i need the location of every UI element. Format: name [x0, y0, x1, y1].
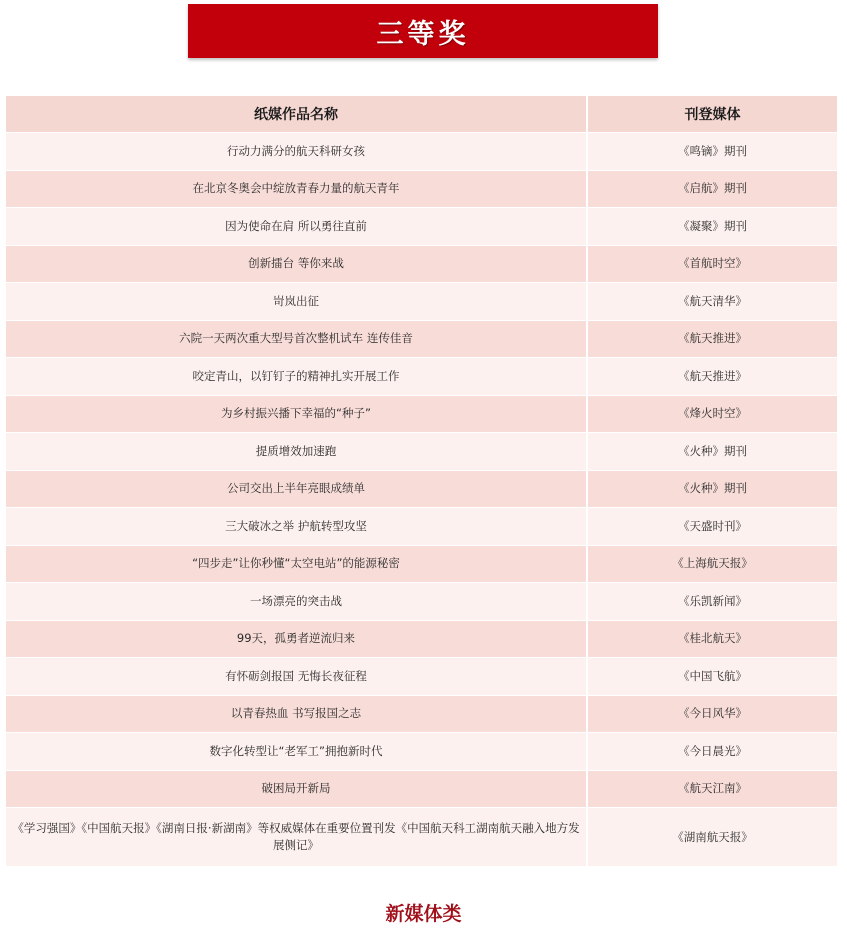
- table-row: [6, 770, 837, 808]
- table-row: [6, 507, 837, 545]
- work-title: 在北京冬奥会中绽放青春力量的航天青年: [6, 170, 588, 208]
- table-row: [6, 545, 837, 583]
- table-row: [6, 732, 837, 770]
- table-row: [6, 245, 837, 283]
- work-title: 行动力满分的航天科研女孩: [6, 132, 588, 170]
- table-header-row: [6, 96, 837, 132]
- table-row: [6, 620, 837, 658]
- work-title: “四步走”让你秒懂“太空电站”的能源秘密: [6, 545, 588, 583]
- table-row: [6, 470, 837, 508]
- work-title: 六院一天两次重大型号首次整机试车 连传佳音: [6, 320, 588, 358]
- work-title: 99天，孤勇者逆流归来: [6, 620, 588, 658]
- table-row: [6, 320, 837, 358]
- table-row: [6, 170, 837, 208]
- media-name: 《桂北航天》: [588, 620, 837, 658]
- media-name: 《航天推进》: [588, 357, 837, 395]
- media-name: 《航天推进》: [588, 320, 837, 358]
- media-name: 《中国飞航》: [588, 657, 837, 695]
- table-row: [6, 282, 837, 320]
- media-name: 《凝聚》期刊: [588, 207, 837, 245]
- new-media-section-title: 新媒体类: [385, 903, 462, 925]
- media-name: 《航天清华》: [588, 282, 837, 320]
- work-title: 咬定青山，以钉钉子的精神扎实开展工作: [6, 357, 588, 395]
- media-name: 《鸣镝》期刊: [588, 132, 837, 170]
- media-name: 《火种》期刊: [588, 432, 837, 470]
- award-level-title: 三等奖: [376, 18, 470, 50]
- media-name: 《上海航天报》: [588, 545, 837, 583]
- work-title: 有怀砺剑报国 无悔长夜征程: [6, 657, 588, 695]
- work-title: 破困局开新局: [6, 770, 588, 808]
- media-name: 《启航》期刊: [588, 170, 837, 208]
- table-row: [6, 132, 837, 170]
- table-row: [6, 357, 837, 395]
- table-row: [6, 395, 837, 433]
- media-name: 《火种》期刊: [588, 470, 837, 508]
- table-row: [6, 432, 837, 470]
- table-row: [6, 657, 837, 695]
- work-title: 三大破冰之举 护航转型攻坚: [6, 507, 588, 545]
- work-title: 数字化转型让“老军工”拥抱新时代: [6, 732, 588, 770]
- award-table: [6, 96, 837, 866]
- media-name: 《湖南航天报》: [588, 807, 837, 866]
- work-title: 岢岚出征: [6, 282, 588, 320]
- work-title: 《学习强国》《中国航天报》《湖南日报·新湖南》等权威媒体在重要位置刊发《中国航天科工湖南航天融入地方发展侧记》: [6, 807, 588, 866]
- header-media: 刊登媒体: [588, 96, 837, 132]
- table-row: [6, 695, 837, 733]
- media-name: 《今日晨光》: [588, 732, 837, 770]
- media-name: 《首航时空》: [588, 245, 837, 283]
- award-banner: [188, 4, 658, 58]
- media-name: 《烽火时空》: [588, 395, 837, 433]
- table-row: [6, 582, 837, 620]
- work-title: 创新擂台 等你来战: [6, 245, 588, 283]
- work-title: 提质增效加速跑: [6, 432, 588, 470]
- media-name: 《乐凯新闻》: [588, 582, 837, 620]
- table-row: [6, 807, 837, 866]
- media-name: 《航天江南》: [588, 770, 837, 808]
- table-row: [6, 207, 837, 245]
- work-title: 公司交出上半年亮眼成绩单: [6, 470, 588, 508]
- work-title: 一场漂亮的突击战: [6, 582, 588, 620]
- work-title: 因为使命在肩 所以勇往直前: [6, 207, 588, 245]
- media-name: 《今日风华》: [588, 695, 837, 733]
- work-title: 以青春热血 书写报国之志: [6, 695, 588, 733]
- header-title: 纸媒作品名称: [6, 96, 588, 132]
- work-title: 为乡村振兴播下幸福的“种子”: [6, 395, 588, 433]
- media-name: 《天盛时刊》: [588, 507, 837, 545]
